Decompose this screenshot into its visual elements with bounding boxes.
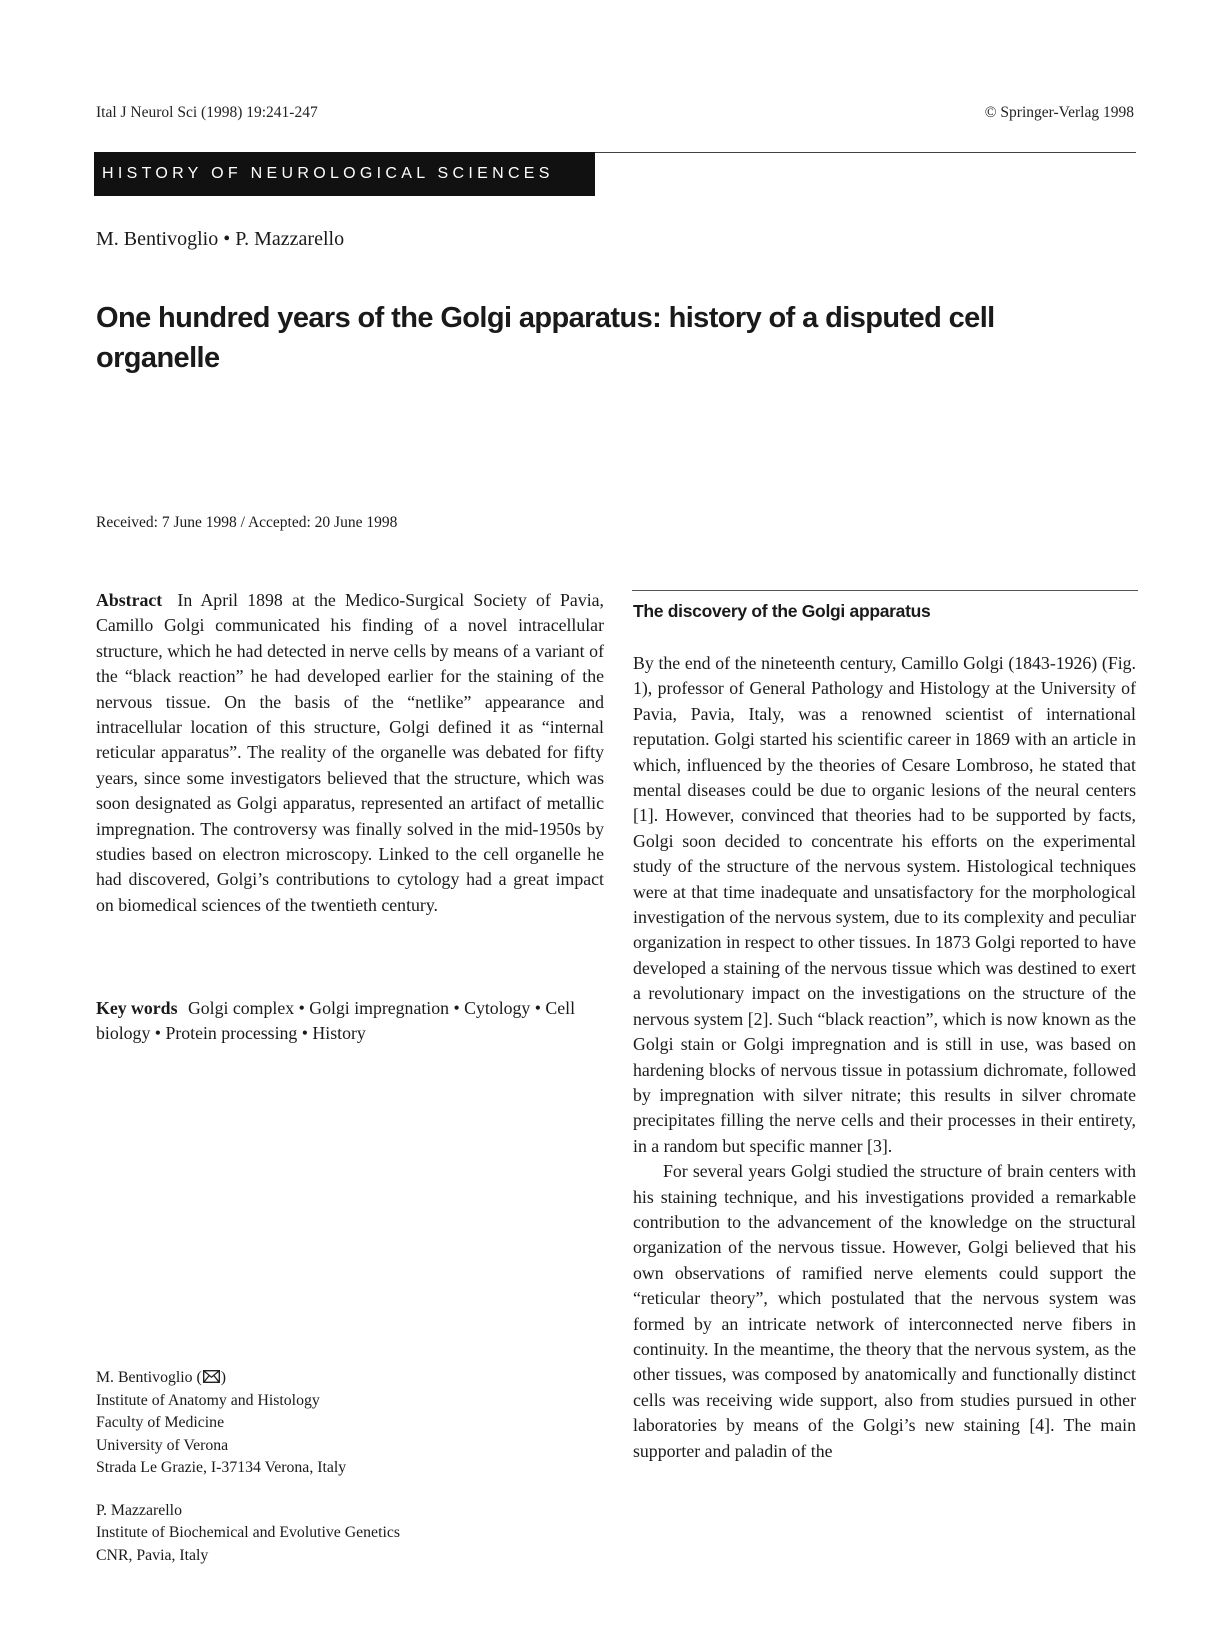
body-paragraph: For several years Golgi studied the structure of brain centers with his staining technique, and his investigations provided a remarkable contribution to the advancement of the knowledge on the structural organization of the nervous tissue. However, Golgi believed that his own observations of ramified nerve elements could support the “reticular theory”, which postulated that the nervous system was formed by an intricate network of interconnected nerve fibers in continuity. In the meantime, the theory that the nervous system, as the other tissues, was composed by anatomically and functionally distinct cells was receiving wide support, also from studies pursued in other laboratories by means of the Golgi’s new staining [4]. The main supporter and paladin of the [633,1161,1136,1461]
affiliation-author-2-name: P. Mazzarello [96,1501,182,1519]
section-rule [632,590,1138,591]
author-affiliations [96,1367,400,1567]
header-rule [595,152,1136,153]
abstract-label: Abstract [96,590,163,610]
affiliation-line: Institute of Biochemical and Evolutive Genetics [96,1524,401,1541]
keywords-label: Key words [96,998,178,1018]
affiliation-author-1-name: M. Bentivoglio ( ) [96,1369,227,1386]
received-accepted-dates: Received: 7 June 1998 / Accepted: 20 June 1998 [96,514,398,531]
envelope-icon [203,1368,220,1381]
keywords-text: Golgi complex • Golgi impregnation • Cytology • Cell biology • Protein processing • History [96,998,576,1044]
abstract [96,588,604,918]
abstract-text: In April 1898 at the Medico-Surgical Society of Pavia, Camillo Golgi communicated his finding of a novel intracellular structure, which he had detected in nerve cells by means of a variant of the “black reaction” he had developed earlier for the staining of the nervous tissue. On the basis of the “netlike” appearance and intracellular location of this structure, Golgi defined it as “internal reticular apparatus”. The reality of the organelle was debated for fifty years, since some investigators believed that the structure, which was soon designated as Golgi apparatus, represented an artifact of metallic impregnation. The controversy was finally solved in the mid-1950s by studies based on electron microscopy. Linked to the cell organelle he had discovered, Golgi’s contributions to cytology had a great impact on biomedical sciences of the twentieth century. [96,590,604,915]
section-heading: The discovery of the Golgi apparatus [633,601,931,621]
article-title: One hundred years of the Golgi apparatus: history of a disputed cell organelle [96,302,995,374]
keywords [96,996,604,1047]
body-paragraph: By the end of the nineteenth century, Camillo Golgi (1843-1926) (Fig. 1), professor of General Pathology and Histology at the University of Pavia, Pavia, Italy, was a renowned scientist of international reputation. Golgi started his scientific career in 1869 with an article in which, influenced by the theories of Cesare Lombroso, he stated that mental diseases could be due to organic lesions of the neural centers [1]. However, convinced that theories had to be supported by facts, Golgi soon decided to concentrate his efforts on the experimental study of the structure of the nervous system. Histological techniques were at that time inadequate and unsatisfactory for the morphological investigation of the nervous system, due to its complexity and peculiar organization in respect to other tissues. In 1873 Golgi reported to have developed a staining of the nervous tissue which was destined to exert a revolutionary impact on the investigations on the structure of the nervous system [2]. Such “black reaction”, which is now known as the Golgi stain or Golgi impregnation and is still in use, was based on hardening blocks of nervous tissue in potassium dichromate, followed by impregnation with silver nitrate; this results in silver chromate precipitates filling the nerve cells and their processes in their entirety, in a random but specific manner [3]. [633,653,1136,1156]
body-text [633,651,1136,1464]
section-banner: HISTORY OF NEUROLOGICAL SCIENCES [94,152,595,196]
affiliation-line: University of Verona [96,1436,229,1454]
journal-reference: Ital J Neurol Sci (1998) 19:241-247 [96,104,318,121]
affiliation-line: Institute of Anatomy and Histology [96,1391,320,1409]
affiliation-line: Strada Le Grazie, I-37134 Verona, Italy [96,1459,347,1476]
copyright-notice: © Springer-Verlag 1998 [984,104,1134,121]
affiliation-line: Faculty of Medicine [96,1414,225,1431]
author-list: M. Bentivoglio • P. Mazzarello [96,228,345,250]
affiliation-line: CNR, Pavia, Italy [96,1546,209,1564]
